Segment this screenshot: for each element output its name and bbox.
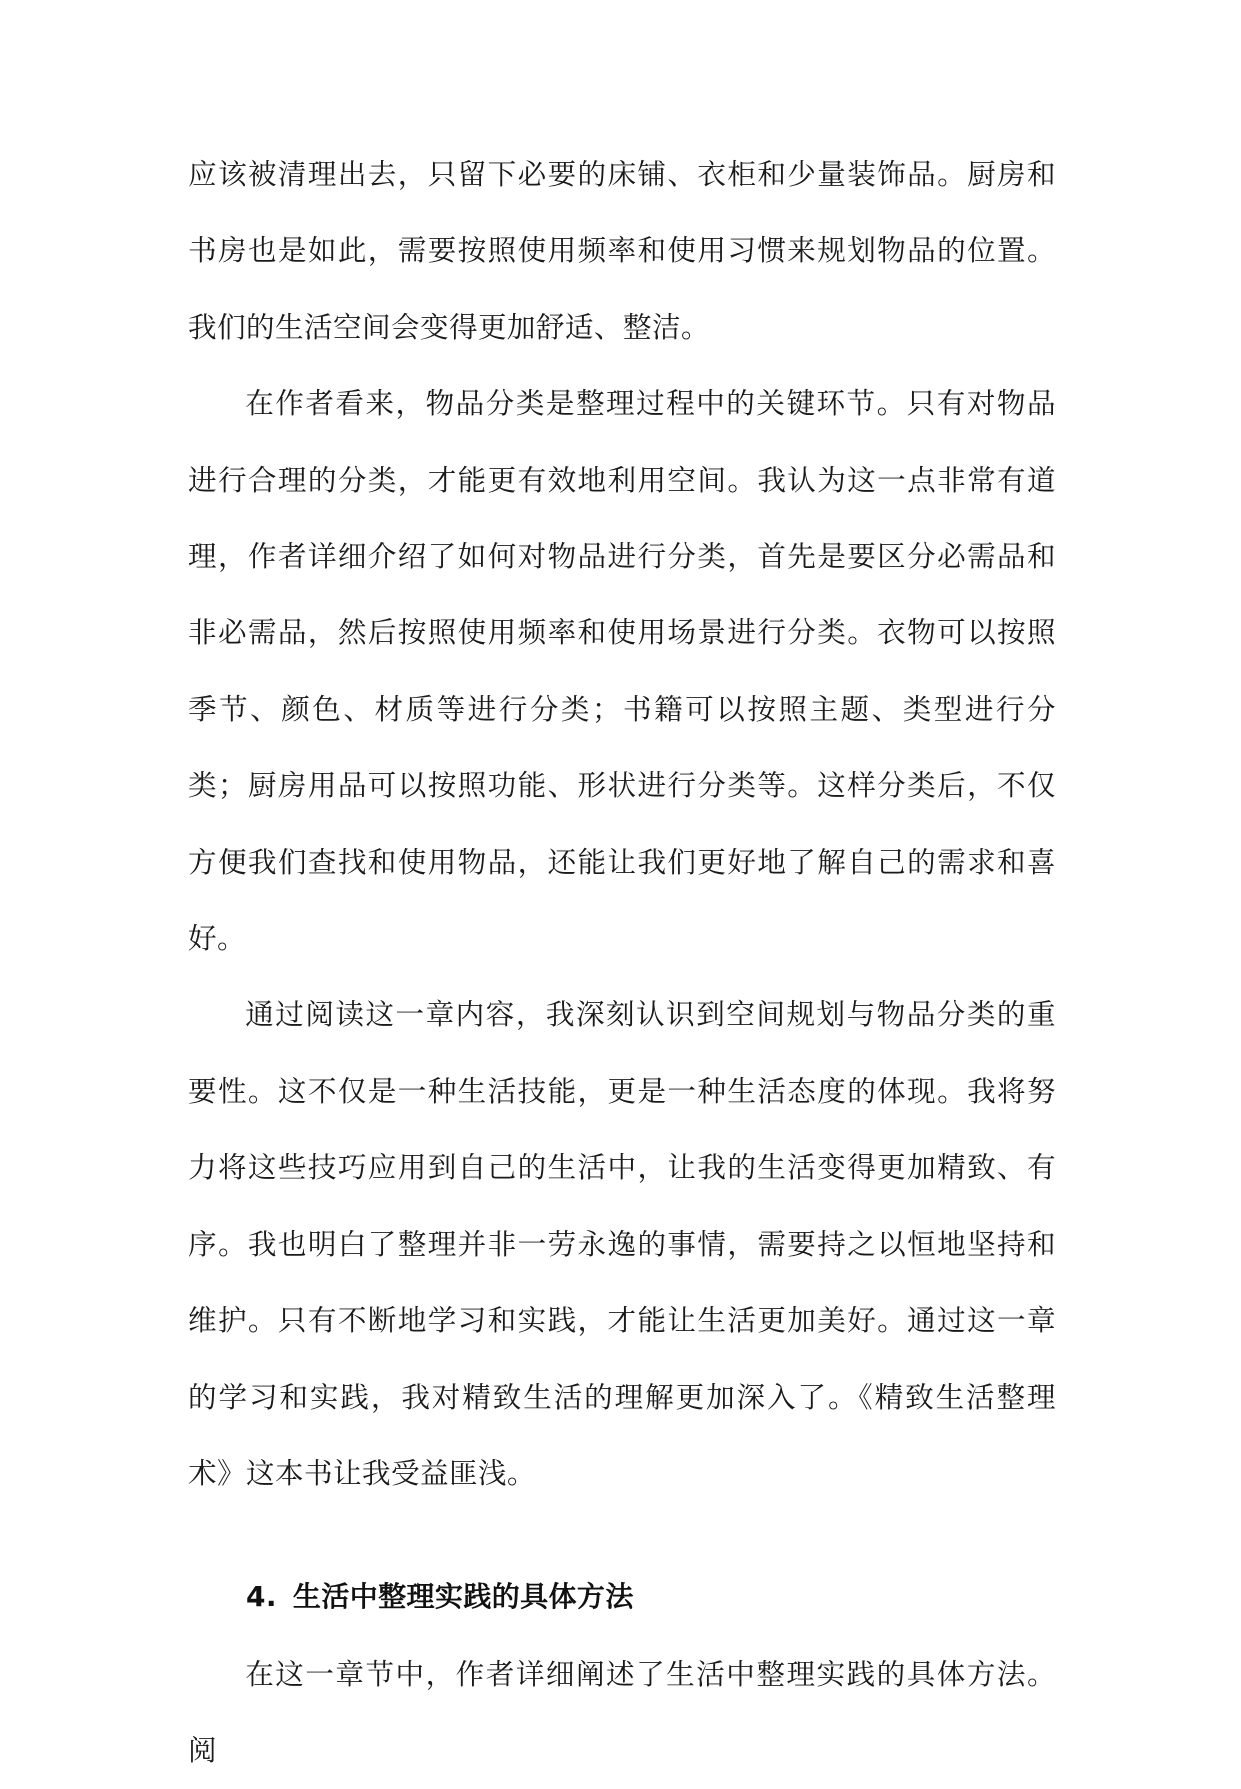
paragraph-continuation: 应该被清理出去，只留下必要的床铺、衣柜和少量装饰品。厨房和书房也是如此，需要按照使用频率和使用习惯来规划物品的位置。我们的生活空间会变得更加舒适、整洁。 [188,157,1056,344]
paragraph-chapter-reflection: 通过阅读这一章内容，我深刻认识到空间规划与物品分类的重要性。这不仅是一种生活技能，更是一种生活态度的体现。我将努力将这些技巧应用到自己的生活中，让我的生活变得更加精致、有序。我也明白了整理并非一劳永逸的事情，需要持之以恒地坚持和维护。只有不断地学习和实践，才能让生活更加美好。通过这一章的学习和实践，我对精致生活的理解更加深入了。《精致生活整理术》这本书让我受益匪浅。 [188,997,1056,1490]
section-number: 4. [246,1580,277,1614]
section-heading [188,1559,1056,1635]
document-body [188,136,1056,1789]
paragraph-item-classification: 在作者看来，物品分类是整理过程中的关键环节。只有对物品进行合理的分类，才能更有效地利用空间。我认为这一点非常有道理，作者详细介绍了如何对物品进行分类，首先是要区分必需品和非必需品，然后按照使用频率和使用场景进行分类。衣物可以按照季节、颜色、材质等进行分类；书籍可以按照主题、类型进行分类；厨房用品可以按照功能、形状进行分类等。这样分类后，不仅方便我们查找和使用物品，还能让我们更好地了解自己的需求和喜好。 [188,386,1056,956]
section-title: 生活中整理实践的具体方法 [292,1580,634,1614]
paragraph-section-intro: 在这一章节中，作者详细阐述了生活中整理实践的具体方法。阅 [188,1656,1056,1768]
